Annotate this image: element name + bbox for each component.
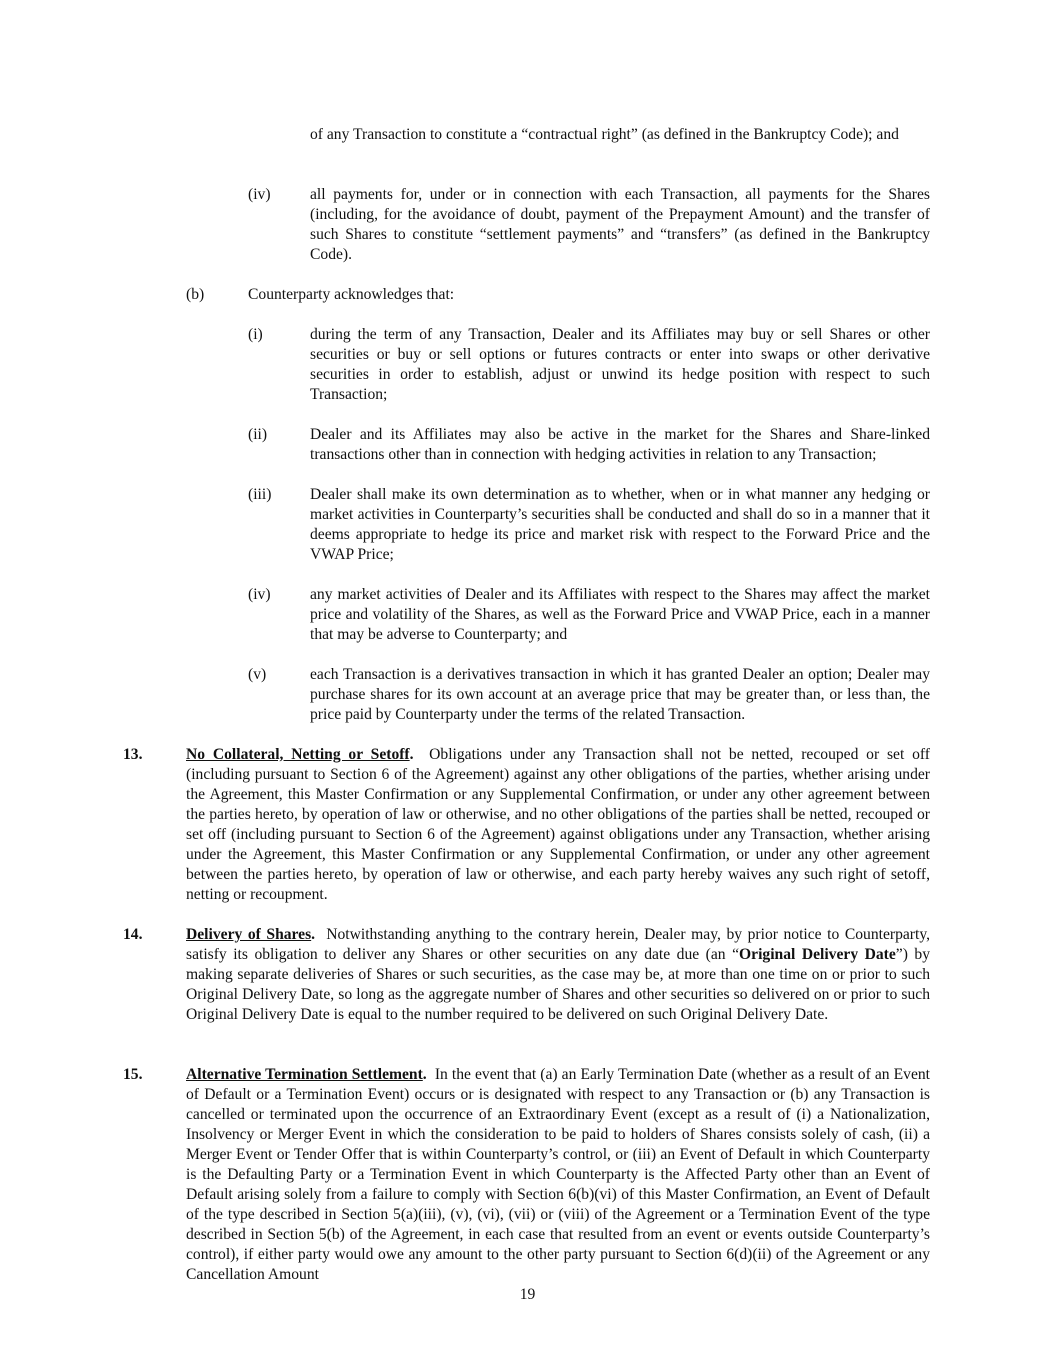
clause-b-iv-text: any market activities of Dealer and its Affiliates with respect to the Shares may affect the market price and volatility of the Shares, as well as the Forward Price and VWAP Price, each in a manner that may be adverse to Counterparty; and [310,586,930,643]
section-14-number: 14. [123,926,143,943]
section-15-heading-punct: . [422,1066,427,1083]
clause-b-iii-text: Dealer shall make its own determination as to whether, when or in what manner any hedging or market activities in Counterparty’s securities shall be conducted and shall do so in a manner that it deems appropriate to hedge its price and market risk with respect to the Forward Price and the VWAP Price; [310,486,930,563]
clause-b-intro: Counterparty acknowledges that: [248,286,455,303]
clause-a-iv-label: (iv) [248,186,271,203]
section-15-heading: Alternative Termination Settlement [186,1066,423,1083]
section-13-text: Obligations under any Transaction shall not be netted, recouped or set off (including pursuant to Section 6 of the Agreement) against any other obligations of the parties, whether arising under the Agreement, this Master Confirmation or any Supplemental Confirmation, or under any other agreement between the parties hereto, by operation of law or otherwise, and no other obligations of the parties shall be netted, recouped or set off (including pursuant to Section 6 of the Agreement) against obligations under any Transaction, whether arising under the Agreement, this Master Confirmation or any Supplemental Confirmation, or under any other agreement between the parties hereto, by operation of law or otherwise, and each party hereby waives any such right of setoff, netting or recoupment. [186,746,931,903]
section-14-defined-term: Original Delivery Date [739,946,896,963]
clause-b-ii-text: Dealer and its Affiliates may also be active in the market for the Shares and Share-linked transactions other than in connection with hedging activities in relation to any Transaction; [310,426,930,463]
clause-b-i-text: during the term of any Transaction, Dealer and its Affiliates may buy or sell Shares or other securities or buy or sell options or futures contracts or enter into swaps or other derivative securities in order to establish, adjust or unwind its hedge position with respect to such Transaction; [310,326,930,403]
clause-b-iv-label: (iv) [248,586,271,603]
clause-a-iv-text: all payments for, under or in connection with each Transaction, all payments for the Shares (including, for the avoidance of doubt, payment of the Prepayment Amount) and the transfer of such Shares to constitute “settlement payments” and “transfers” (as defined in the Bankruptcy Code). [310,186,930,263]
page-number: 19 [519,1286,536,1303]
clause-b-ii-label: (ii) [248,426,268,443]
section-14-heading-punct: . [311,926,316,943]
clause-b-v-label: (v) [248,666,267,683]
clause-b-label: (b) [186,286,205,303]
section-14-heading: Delivery of Shares [186,926,312,943]
section-15-text: In the event that (a) an Early Termination Date (whether as a result of an Event of Default or a Termination Event) occurs or is designated with respect to any Transaction or (b) any Transaction is cancelled or terminated upon the occurrence of an Extraordinary Event (except as a result of (i) a Nationalization, Insolvency or Merger Event in which the consideration to be paid to holders of Shares consists solely of cash, (ii) a Merger Event or Tender Offer that is within Counterparty’s control, or (iii) an Event of Default in which Counterparty is the Defaulting Party or a Termination Event in which Counterparty is the Affected Party other than an Event of Default arising solely from a failure to comply with Section 6(b)(vi) of this Master Confirmation, an Event of Default of the type described in Section 5(a)(iii), (v), (vi), (vii) or (viii) of the Agreement or a Termination Event of the type described in Section 5(b) of the Agreement, in each case that resulted from an event or events outside Counterparty’s control), if either party would owe any amount to the other party pursuant to Section 6(d)(ii) of the Agreement or any Cancellation Amount [186,1066,930,1283]
section-13-number: 13. [123,746,143,763]
clause-b-i-label: (i) [248,326,263,343]
section-14-paragraph [186,925,930,1025]
section-13-paragraph [186,745,930,905]
continuation-paragraph: of any Transaction to constitute a “contractual right” (as defined in the Bankruptcy Code); and [310,126,899,143]
clause-b-iii-label: (iii) [248,486,272,503]
clause-b-v-text: each Transaction is a derivatives transaction in which it has granted Dealer an option; Dealer may purchase shares for its own account at an average price that may be greater than, or less than, the price paid by Counterparty under the terms of the related Transaction. [310,666,930,723]
section-15-paragraph [186,1065,930,1285]
section-15-number: 15. [123,1066,143,1083]
section-14-text-2: ”) by making separate deliveries of Shares or such securities, as the case may be, at more than one time on or prior to such Original Delivery Date, so long as the aggregate number of Shares and other securities so delivered on or prior to such Original Delivery Date is equal to the number required to be delivered on such Original Delivery Date. [186,946,931,1023]
section-13-heading-punct: . [409,746,414,763]
section-13-heading: No Collateral, Netting or Setoff [186,746,410,763]
section-14-text-1: Notwithstanding anything to the contrary herein, Dealer may, by prior notice to Counterparty, satisfy its obligation to deliver any Shares or other securities on any date due (an “ [186,926,931,963]
